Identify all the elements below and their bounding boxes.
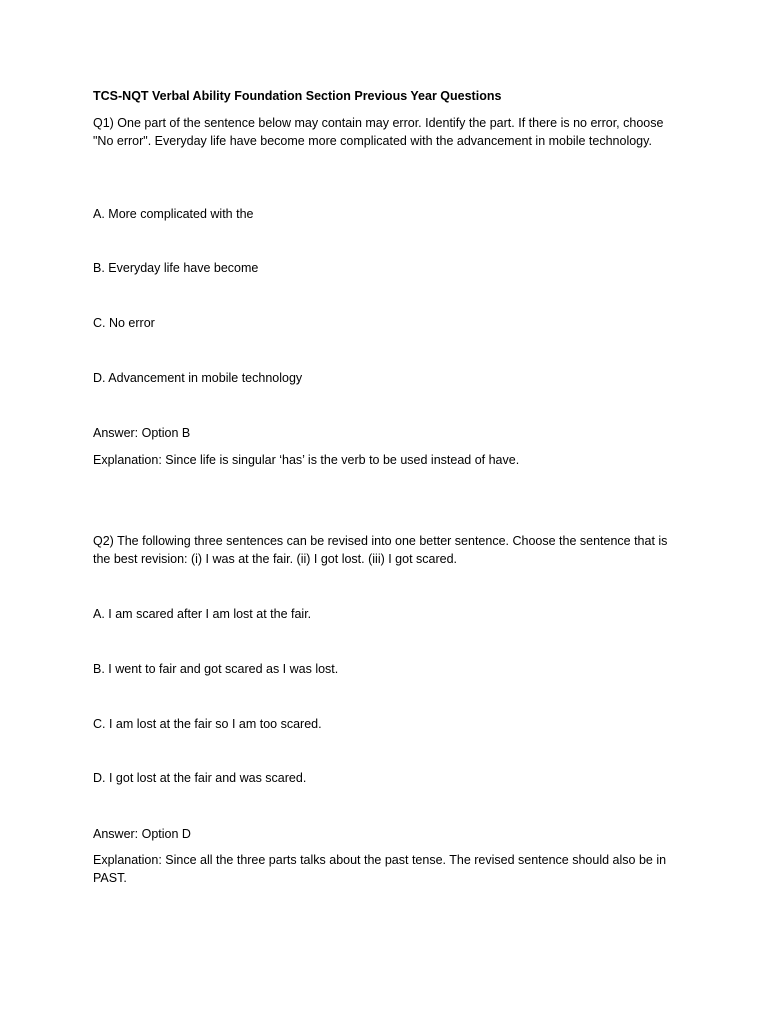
question-1-explanation: Explanation: Since life is singular ‘has’ is the verb to be used instead of have. (93, 453, 520, 467)
question-2-option-d: D. I got lost at the fair and was scared. (93, 771, 307, 785)
question-1-option-b: B. Everyday life have become (93, 261, 259, 275)
question-1-option-c: C. No error (93, 316, 155, 330)
question-2-option-a: A. I am scared after I am lost at the fair. (93, 607, 312, 621)
document-title: TCS-NQT Verbal Ability Foundation Section Previous Year Questions (93, 89, 502, 103)
question-2-explanation: Explanation: Since all the three parts talks about the past tense. The revised sentence should also be in PAST. (93, 853, 667, 885)
question-1-option-d: D. Advancement in mobile technology (93, 371, 303, 385)
question-2-option-c: C. I am lost at the fair so I am too scared. (93, 717, 322, 731)
question-2-text: Q2) The following three sentences can be revised into one better sentence. Choose the sentence that is the best revision: (i) I was at the fair. (ii) I got lost. (iii) I got scared. (93, 534, 668, 566)
question-2-option-b: B. I went to fair and got scared as I was lost. (93, 662, 339, 676)
question-1-answer: Answer: Option B (93, 426, 191, 440)
question-1-text: Q1) One part of the sentence below may contain may error. Identify the part. If there is no error, choose "No error". Everyday life have become more complicated with the advancement in mobile technology. (93, 116, 664, 148)
question-2-answer: Answer: Option D (93, 827, 191, 841)
question-1-option-a: A. More complicated with the (93, 207, 254, 221)
